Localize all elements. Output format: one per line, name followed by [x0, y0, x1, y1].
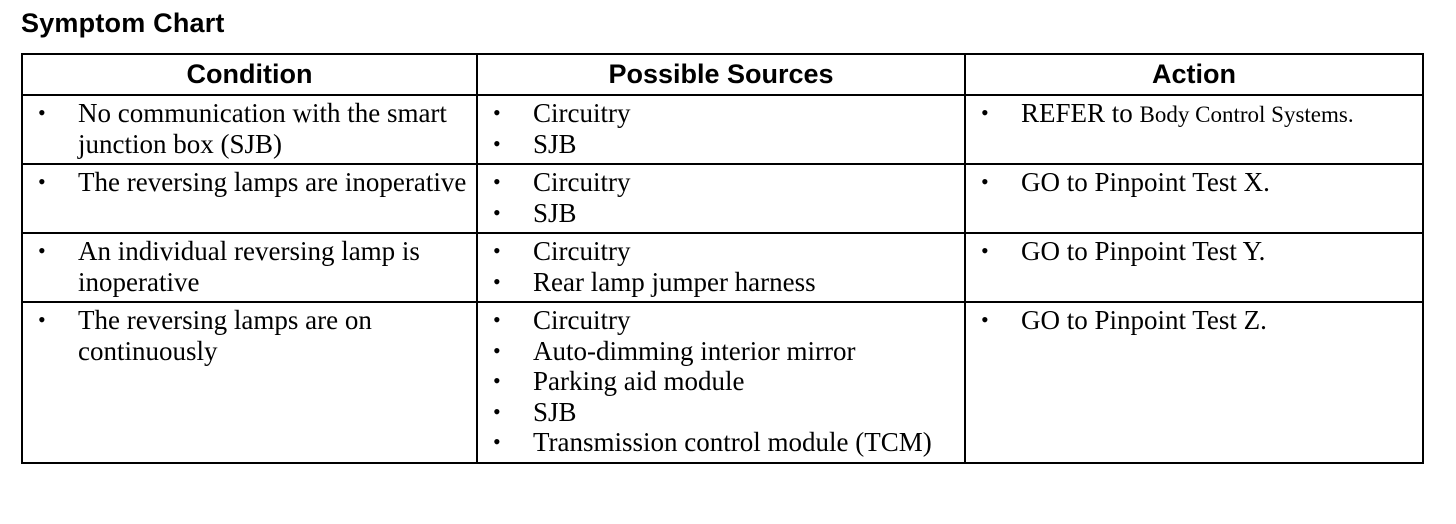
sources-cell	[477, 164, 965, 233]
list-item	[976, 167, 1414, 198]
pinpoint-test-x-link[interactable]: GO to Pinpoint Test X.	[1021, 167, 1270, 197]
source-text: Circuitry	[533, 305, 631, 335]
bullet-icon: •	[981, 238, 989, 263]
condition-cell	[22, 233, 477, 302]
list-item	[488, 336, 956, 367]
condition-text: An individual reversing lamp is inoperative	[78, 236, 420, 297]
sources-cell	[477, 95, 965, 164]
source-text: Auto-dimming interior mirror	[533, 335, 856, 366]
condition-text: The reversing lamps are inoperative	[78, 167, 467, 197]
bullet-icon: •	[493, 130, 501, 156]
pinpoint-test-y-link[interactable]: GO to Pinpoint Test Y.	[1021, 236, 1266, 266]
list-item	[33, 167, 468, 198]
header-row	[22, 54, 1423, 95]
table-row	[22, 233, 1423, 302]
condition-text: No communication with the smart junction box (SJB)	[78, 98, 447, 159]
bullet-icon: •	[493, 100, 501, 125]
list-item	[488, 366, 956, 397]
source-text: Transmission control module (TCM)	[533, 427, 932, 457]
bullet-icon: •	[493, 398, 501, 424]
source-text: Circuitry	[533, 167, 631, 197]
list-item	[33, 98, 468, 159]
list-item	[488, 98, 956, 129]
list-item	[488, 198, 956, 229]
bullet-icon: •	[38, 100, 46, 125]
list-item	[488, 267, 956, 298]
source-text: Rear lamp jumper harness	[533, 266, 816, 297]
bullet-icon: •	[493, 238, 501, 263]
action-cell	[965, 233, 1423, 302]
list-item	[976, 236, 1414, 267]
list-item	[488, 167, 956, 198]
source-text: SJB	[533, 396, 577, 427]
bullet-icon: •	[38, 238, 46, 263]
bullet-icon: •	[981, 100, 989, 125]
source-text: Circuitry	[533, 98, 631, 128]
table-row	[22, 302, 1423, 463]
list-item	[488, 129, 956, 160]
pinpoint-test-z-link[interactable]: GO to Pinpoint Test Z.	[1021, 305, 1267, 335]
bullet-icon: •	[981, 169, 989, 194]
bullet-icon: •	[493, 169, 501, 194]
list-item	[33, 305, 468, 366]
bullet-icon: •	[493, 368, 501, 393]
bullet-icon: •	[493, 199, 501, 225]
list-item	[488, 305, 956, 336]
list-item	[976, 98, 1414, 131]
chart-title: Symptom Chart	[21, 8, 225, 38]
body-control-systems-link[interactable]: Body Control Systems.	[1139, 102, 1354, 127]
table-row	[22, 164, 1423, 233]
symptom-chart-table	[21, 53, 1424, 464]
action-prefix: REFER to	[1021, 98, 1140, 128]
bullet-icon: •	[493, 268, 501, 294]
action-cell	[965, 95, 1423, 164]
bullet-icon: •	[38, 307, 46, 332]
header-condition: Condition	[22, 54, 477, 95]
list-item	[488, 427, 956, 458]
bullet-icon: •	[38, 169, 46, 194]
bullet-icon: •	[981, 307, 989, 332]
action-cell	[965, 302, 1423, 463]
bullet-icon: •	[493, 337, 501, 363]
condition-cell	[22, 164, 477, 233]
action-cell	[965, 164, 1423, 233]
list-item	[488, 397, 956, 428]
table-row	[22, 95, 1423, 164]
list-item	[976, 305, 1414, 336]
condition-cell	[22, 95, 477, 164]
list-item	[33, 236, 468, 297]
source-text: Parking aid module	[533, 366, 745, 396]
list-item	[488, 236, 956, 267]
bullet-icon: •	[493, 307, 501, 332]
header-action: Action	[965, 54, 1423, 95]
source-text: Circuitry	[533, 236, 631, 266]
sources-cell	[477, 233, 965, 302]
sources-cell	[477, 302, 965, 463]
source-text: SJB	[533, 197, 577, 228]
condition-cell	[22, 302, 477, 463]
source-text: SJB	[533, 128, 577, 159]
bullet-icon: •	[493, 429, 501, 454]
header-possible-sources: Possible Sources	[477, 54, 965, 95]
condition-text: The reversing lamps are on continuously	[78, 305, 372, 366]
